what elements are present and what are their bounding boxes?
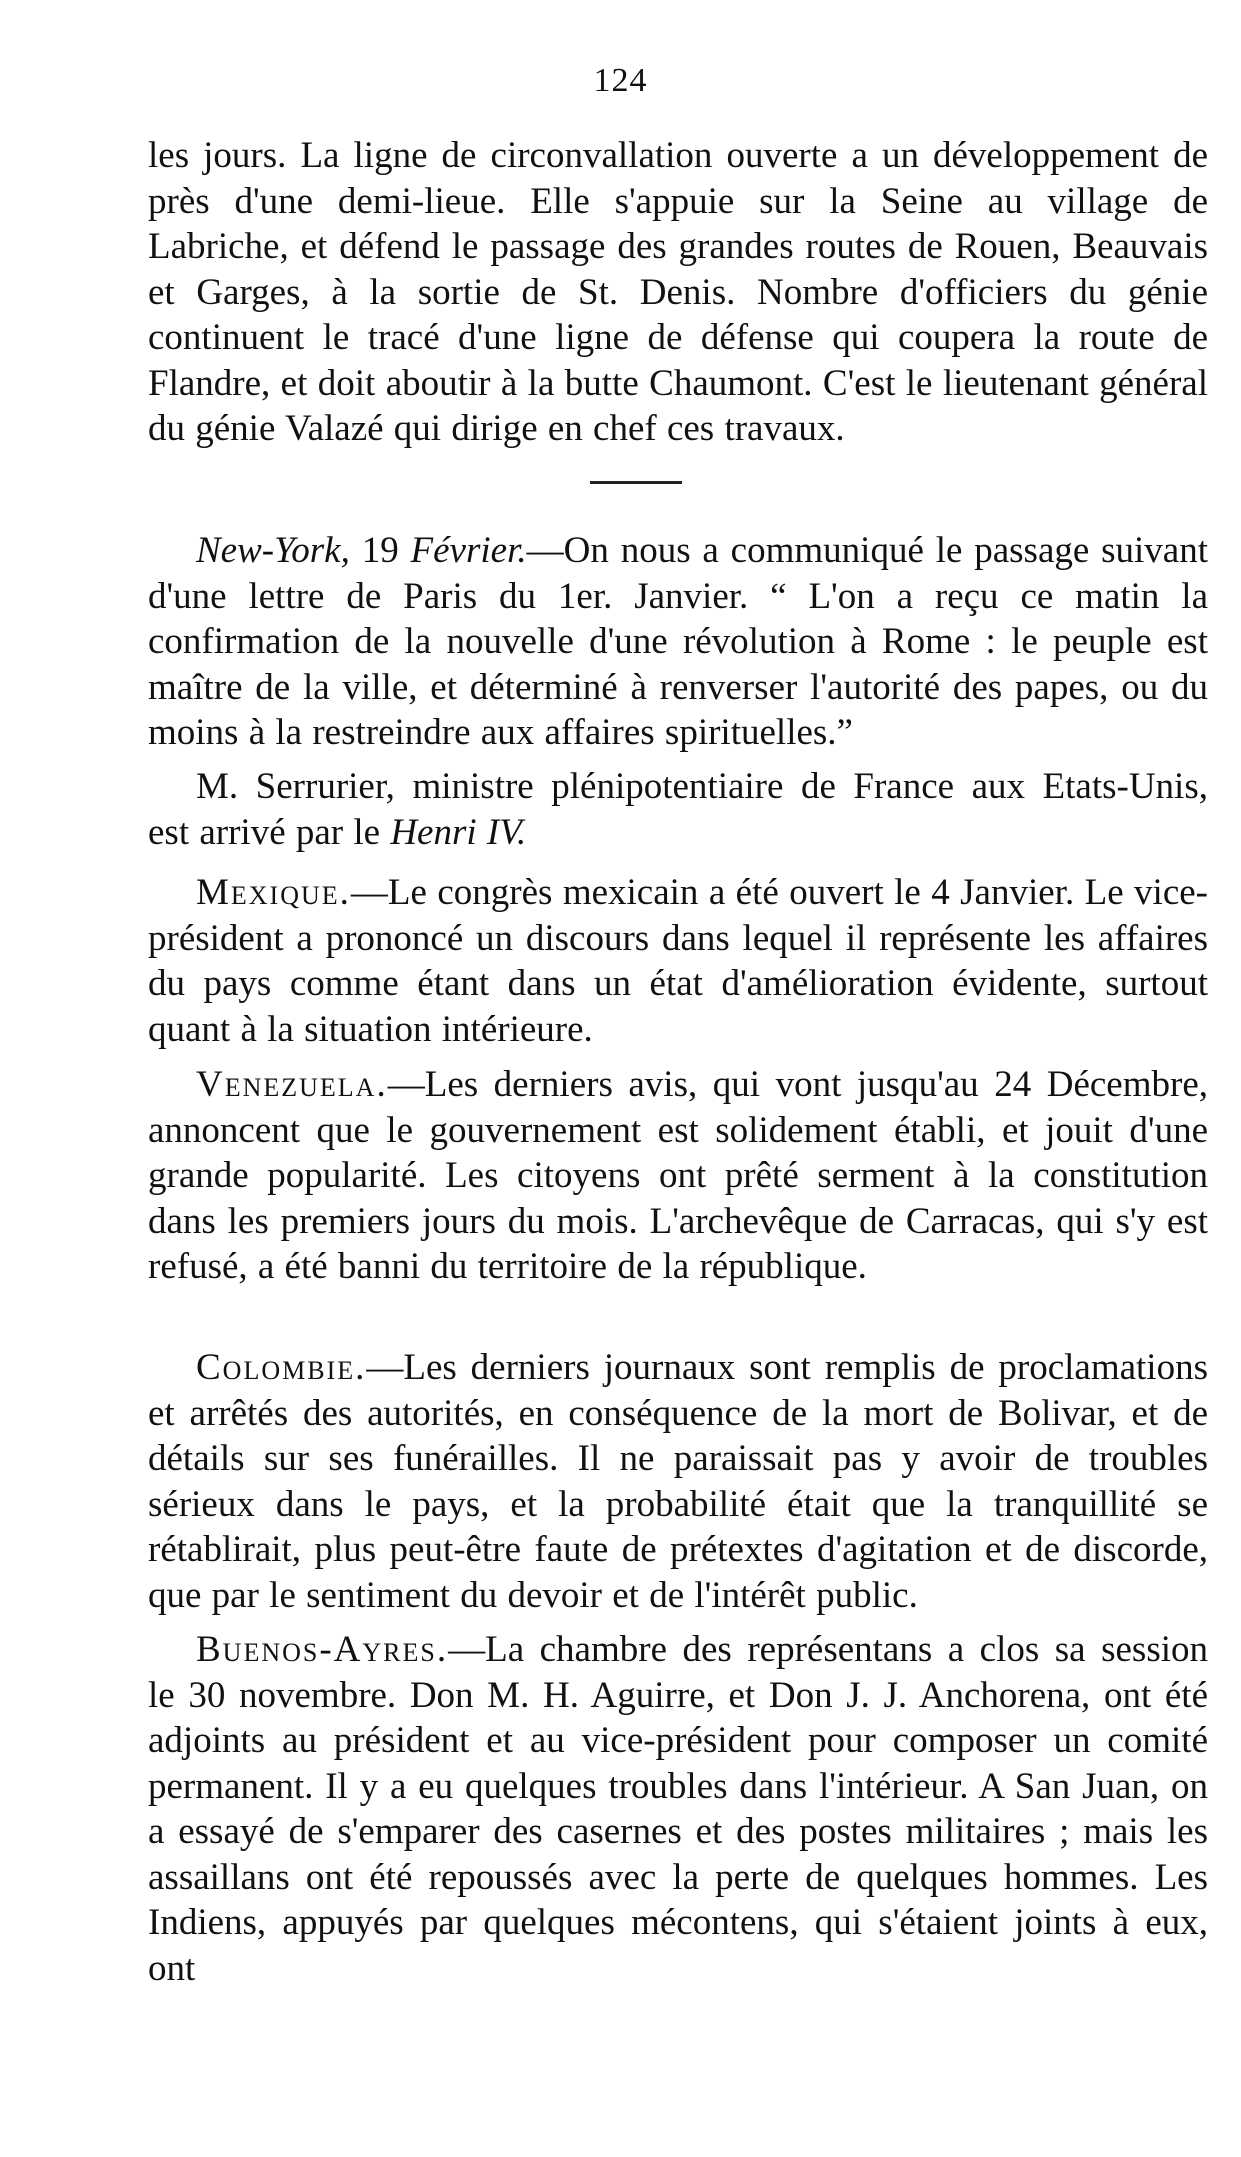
paragraph-body	[148, 528, 1208, 756]
paragraph-text: —La chambre des représentans a clos sa session le 30 novembre. Don M. H. Aguirre, et Don J. J. Anchorena, ont été adjoints au président et au vice-président pour composer un comité permanent. Il y a eu quelques troubles dans l'intérieur. A San Juan, on a essayé de s'emparer des casernes et des postes militaires ; mais les assaillans ont été repoussés avec la perte de quelques hommes. Les Indiens, appuyés par quelques mécontens, qui s'étaient joints à eux, ont	[148, 1629, 1208, 1989]
paragraph-mexique	[148, 870, 1208, 1052]
section-heading: Mexique.	[196, 872, 351, 913]
paragraph-text: —On nous a communiqué le passage suivant d'une lettre de Paris du 1er. Janvier. “ L'on a reçu ce matin la confirmation de la nouvelle d'une révolution à Rome : le peuple est maître de la ville, et déterminé à renverser l'autorité des papes, ou du moins à la restreindre aux affaires spirituelles.”	[148, 530, 1209, 753]
paragraph-text: les jours. La ligne de circonvallation ouverte a un développement de près d'une demi-lieue. Elle s'appuie sur la Seine au village de Labriche, et défend le passage des grandes routes de Rouen, Beauvais et Garges, à la sortie de St. Denis. Nombre d'officiers du génie continuent le tracé d'une ligne de défense qui coupera la route de Flandre, et doit aboutir à la butte Chaumont. C'est le lieutenant général du génie Valazé qui dirige en chef ces travaux.	[148, 135, 1208, 449]
paragraph-text: —Le congrès mexicain a été ouvert le 4 Janvier. Le vice-président a prononcé un discours dans lequel il représente les affaires du pays comme étant dans un état d'amélioration évidente, surtout quant à la situation intérieure.	[148, 872, 1208, 1050]
date-month: Février.	[410, 530, 527, 571]
paragraph-body	[148, 870, 1208, 1052]
paragraph-text: —Les derniers avis, qui vont jusqu'au 24 Décembre, annoncent que le gouvernement est solidement établi, et jouit d'une grande popularité. Les citoyens ont prêté serment à la constitution dans les premiers jours du mois. L'archevêque de Carracas, qui s'y est refusé, a été banni du territoire de la république.	[148, 1064, 1208, 1287]
dateline: New-York,	[196, 530, 350, 571]
paragraph-paris-fortifications	[148, 133, 1208, 452]
section-heading: Venezuela.	[196, 1064, 388, 1105]
date-day: 19	[349, 530, 411, 571]
paragraph-body	[148, 764, 1208, 855]
paragraph-text: —Les derniers journaux sont remplis de proclamations et arrêtés des autorités, en conséquence de la mort de Bolivar, et de détails sur ses funérailles. Il ne paraissait pas y avoir de troubles sérieux dans le pays, et la probabilité était que la tranquillité se rétablirait, plus peut-être faute de prétextes d'agitation et de discorde, que par le sentiment du devoir et de l'intérêt public.	[148, 1347, 1208, 1616]
section-heading: Colombie.	[196, 1347, 367, 1388]
paragraph-venezuela	[148, 1062, 1208, 1290]
paragraph-serrurier	[148, 764, 1208, 855]
paragraph-body	[148, 1345, 1208, 1618]
page-number: 124	[593, 62, 648, 99]
section-heading: Buenos-Ayres.	[196, 1629, 449, 1670]
paragraph-colombie	[148, 1345, 1208, 1618]
paragraph-new-york	[148, 528, 1208, 756]
paragraph-buenos-ayres	[148, 1627, 1208, 1991]
paragraph-body	[148, 1062, 1208, 1290]
paragraph-body	[148, 1627, 1208, 1991]
ship-name: Henri IV.	[390, 811, 527, 853]
paragraph-text: M. Serrurier, ministre plénipotentiaire de France aux Etats-Unis, est arrivé par le	[148, 766, 1208, 853]
section-separator	[590, 481, 682, 484]
